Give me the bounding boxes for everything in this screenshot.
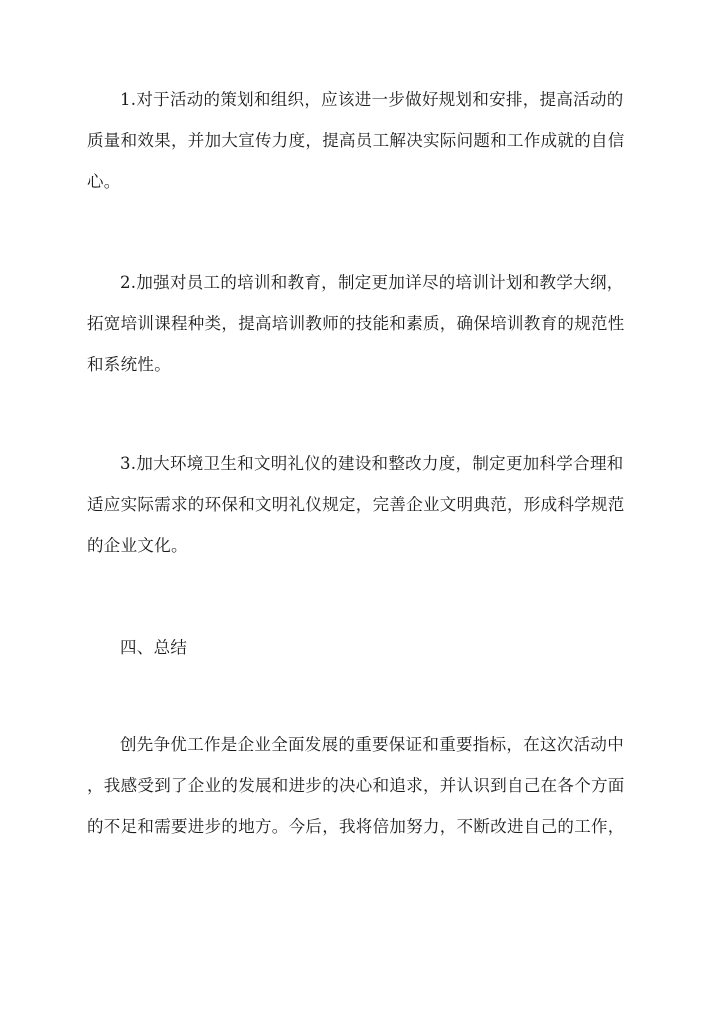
paragraph-line: 1.对于活动的策划和组织，应该进一步做好规划和安排，提高活动的: [120, 90, 624, 109]
paragraph-line: 的不足和需要进步的地方。今后，我将倍加努力，不断改进自己的工作，: [87, 817, 625, 836]
paragraph-line: 创先争优工作是企业全面发展的重要保证和重要指标，在这次活动中: [120, 735, 624, 754]
summary-paragraph: [87, 724, 633, 847]
paragraph-line: 2.加强对员工的培训和教育，制定更加详尽的培训计划和教学大纲，: [120, 273, 624, 292]
paragraph-line: 心。: [87, 172, 121, 191]
paragraph-line: 3.加大环境卫生和文明礼仪的建设和整改力度，制定更加科学合理和: [120, 454, 624, 473]
list-item-1: [87, 79, 633, 202]
list-item-2: [87, 262, 633, 385]
section-heading: 四、总结: [120, 638, 188, 657]
paragraph-line: 质量和效果，并加大宣传力度，提高员工解决实际问题和工作成就的自信: [87, 131, 625, 150]
paragraph-line: 的企业文化。: [87, 536, 188, 555]
paragraph-line: 和系统性。: [87, 355, 171, 374]
list-item-3: [87, 443, 633, 566]
paragraph-line: 适应实际需求的环保和文明礼仪规定，完善企业文明典范，形成科学规范: [87, 495, 625, 514]
paragraph-line: 拓宽培训课程种类，提高培训教师的技能和素质，确保培训教育的规范性: [87, 314, 625, 333]
paragraph-line: ，我感受到了企业的发展和进步的决心和追求，并认识到自己在各个方面: [87, 776, 625, 795]
